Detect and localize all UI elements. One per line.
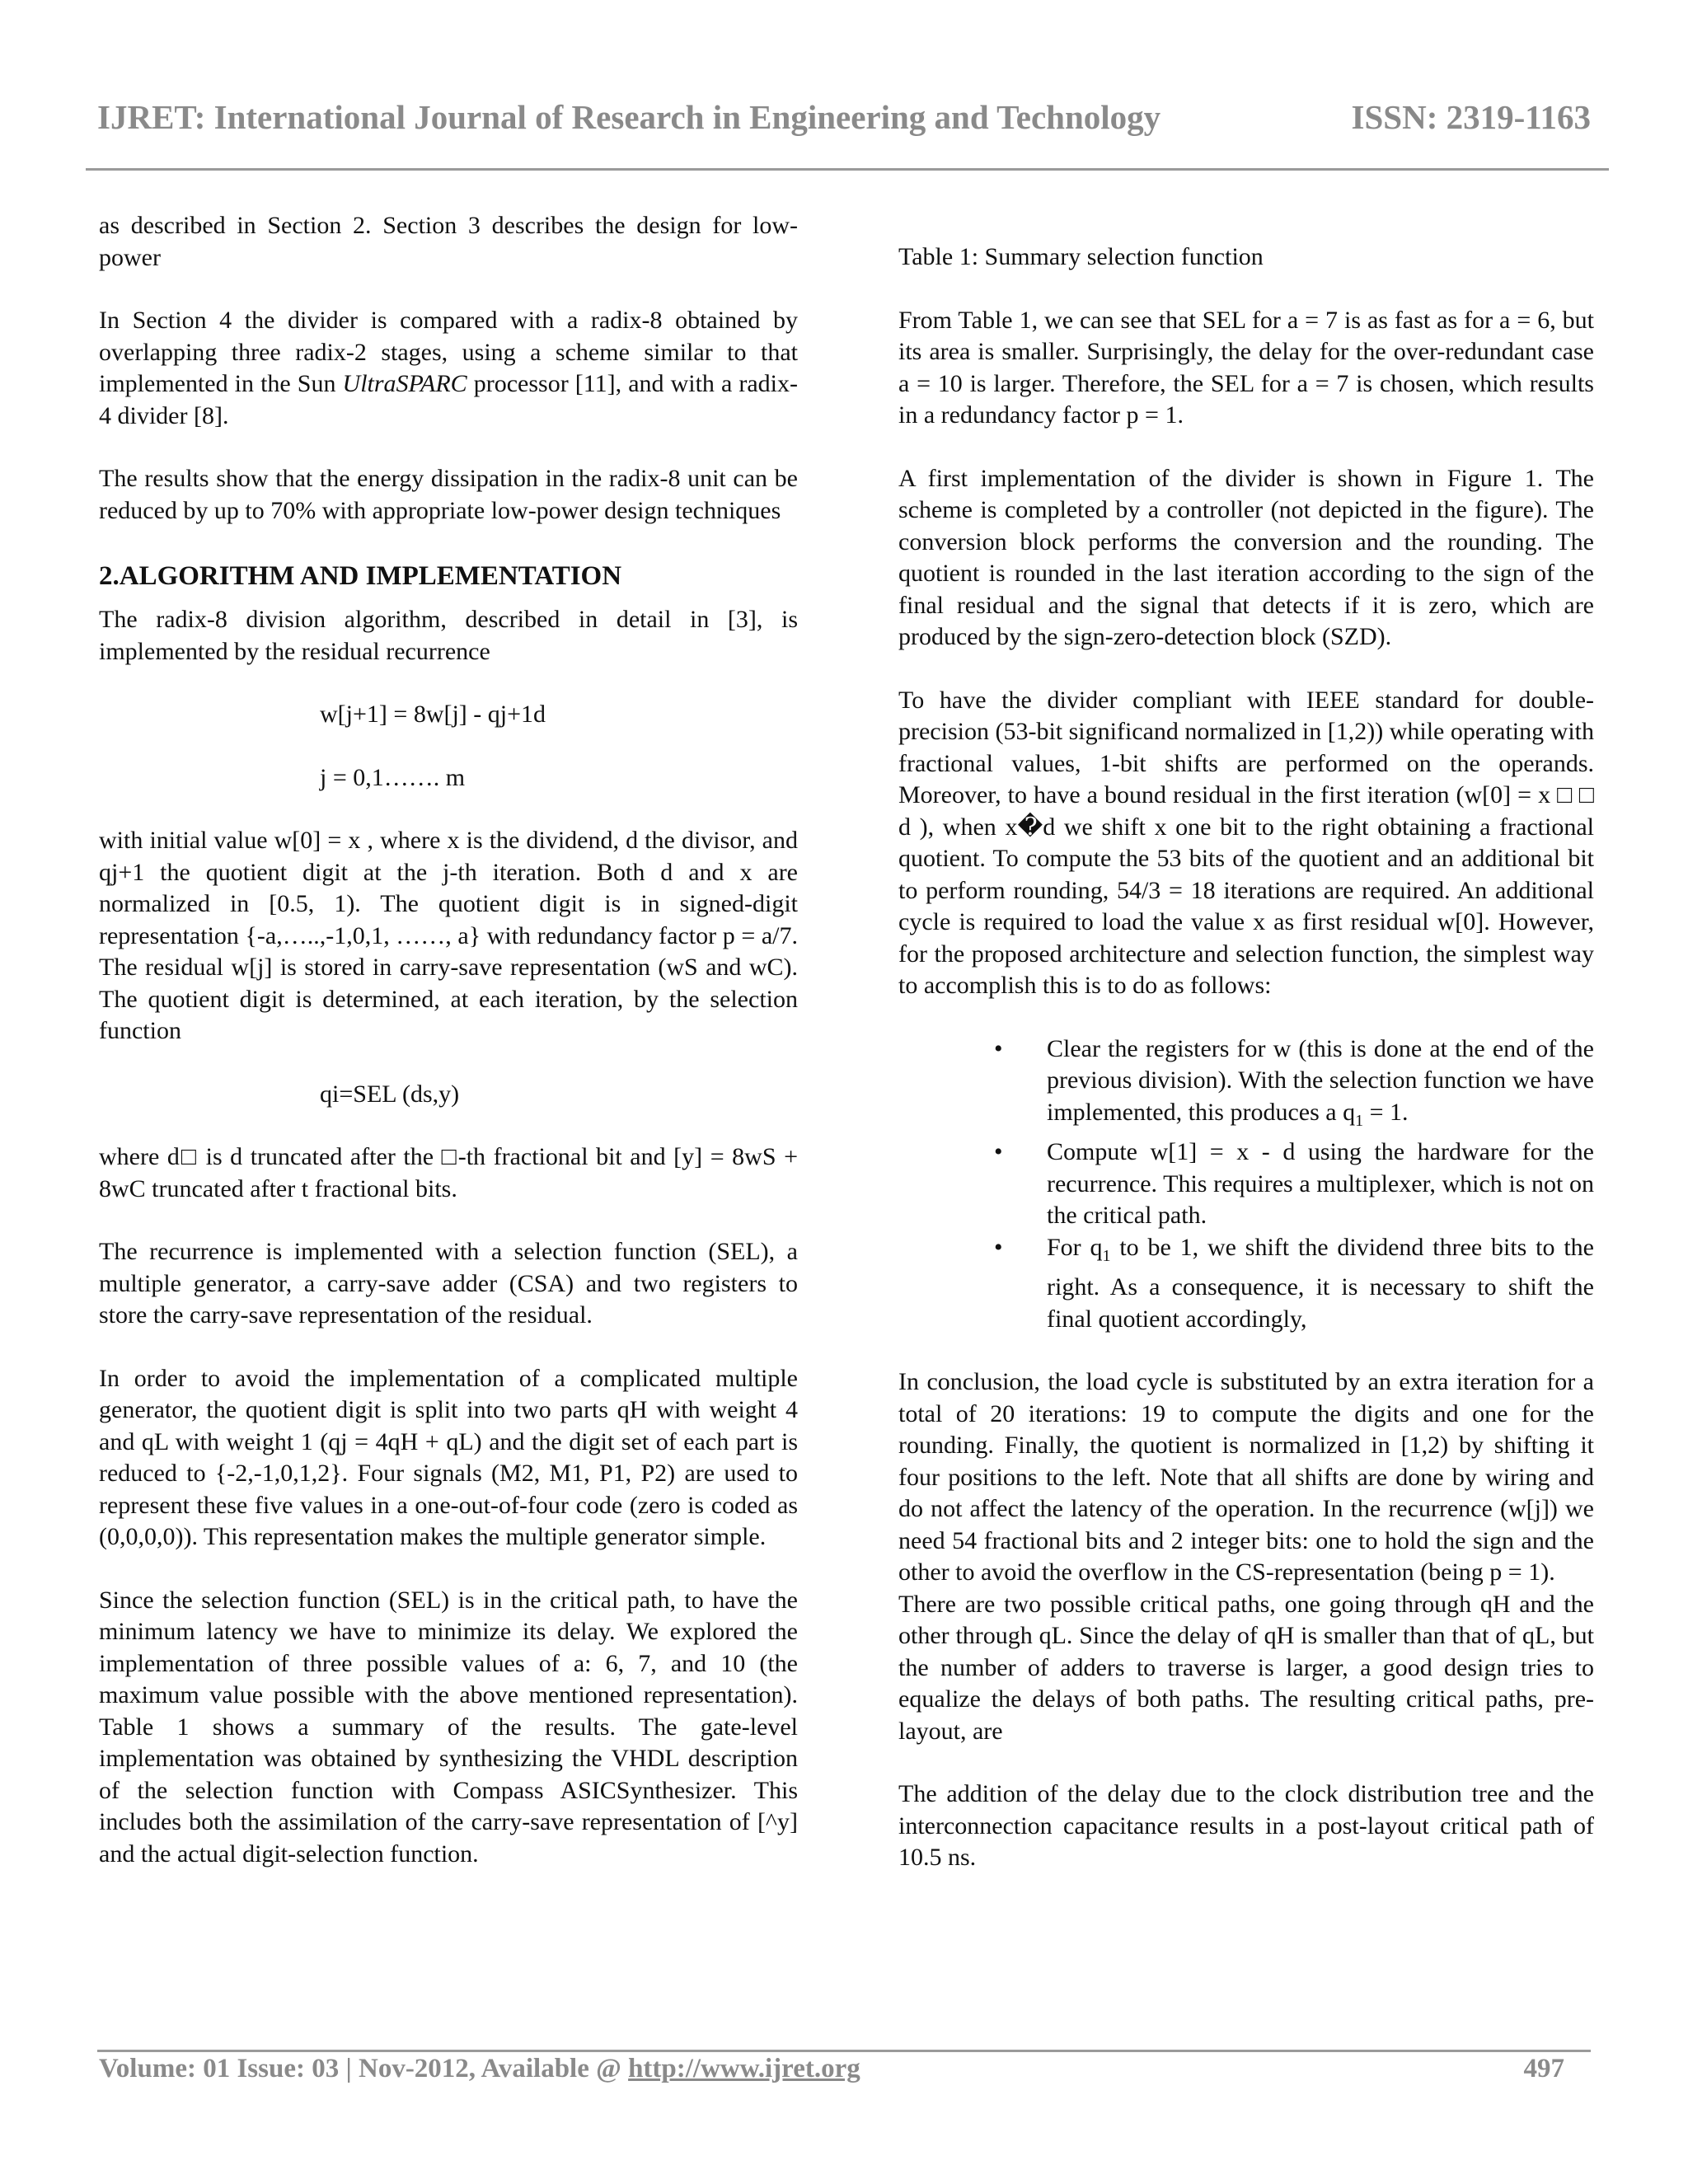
list-item: • Compute w[1] = x - d using the hardware for the recurrence. This requires a multiplexer, which is not on the critical path. [1047,1137,1594,1232]
paragraph: There are two possible critical paths, one going through qH and the other through qL. Since the delay of qH is smaller than that of qL, but the number of adders to traverse is larger, a good design tries to equalize the delays of both paths. The resulting critical paths, pre-layout, are [898,1590,1594,1745]
list-item: • Clear the registers for w (this is done at the end of the previous division). With the selection function we have implemented, this produces a $q_1 = 1$. [1047,1033,1594,1137]
header-rule [86,168,1609,171]
volume-info: Volume: 01 Issue: 03 | Nov-2012, Available @ http://www.ijret.org [99,2054,860,2083]
page-number: 497 [1523,2054,1564,2083]
paragraph: In order to avoid the implementation of a complicated multiple generator, the quotient digit is split into two parts qH with weight 4 and qL with weight 1 (qj = 4qH + qL) and the digit set of each part is reduced to {-2,-1,0,1,2}. Four signals (M2, M1, P1, P2) are used to represent these five values in a one-out-of-four code (zero is coded as (0,0,0,0)). This representation makes the multiple generator simple. [99,1364,798,1550]
paragraph: where d□ is d truncated after the □-th fractional bit and [y] = 8wS + 8wC truncated after t fractional bits. [99,1143,798,1202]
paragraph: Since the selection function (SEL) is in the critical path, to have the minimum latency we have to minimize its delay. We explored the implementation of three possible values of a: 6, 7, and 10 (the maximum value possible with the above mentioned representation). Table 1 shows a summary of the results. The gate-level implementation was obtained by synthesizing the VHDL description of the selection function with Compass ASICSynthesizer. This includes both the assimilation of the carry-save representation of [^y] and the actual digit-selection function. [99,1586,798,1868]
list-item: • For $q_1$ to be 1, we shift the dividend three bits to the right. As a consequence, it is necessary to shift the final quotient accordingly, [1047,1232,1594,1336]
journal-title: IJRET: International Journal of Research in Engineering and Technology [97,98,1161,136]
paragraph: In Section 4 the divider is compared with a radix-8 obtained by overlapping three radix-2 stages, using a scheme similar to that implemented in the Sun UltraSPARC processor [11], and with a radix-4 divider [8]. [99,307,798,429]
issn: ISSN: 2319-1163 [1351,98,1591,136]
bullet-list [898,1033,1594,1336]
paragraph: The results show that the energy dissipation in the radix-8 unit can be reduced by up to 70% with appropriate low-power design techniques [99,465,798,524]
paragraph: The recurrence is implemented with a selection function (SEL), a multiple generator, a carry-save adder (CSA) and two registers to store the carry-save representation of the residual. [99,1238,798,1329]
paragraph: The addition of the delay due to the clock distribution tree and the interconnection capacitance results in a post-layout critical path of 10.5 ns. [898,1780,1594,1871]
page-header [0,97,1688,147]
journal-link[interactable]: http://www.ijret.org [628,2054,860,2083]
table-caption: Table 1: Summary selection function [898,243,1264,270]
equation: j = 0,1……. m [320,763,466,791]
paragraph: with initial value w[0] = x , where x is the dividend, d the divisor, and qj+1 the quotient digit at the j-th iteration. Both d and x are normalized in [0.5, 1). The quotient digit is in signed-digit representation {-a,…..,-1,0,1, ……, a} with redundancy factor p = a/7. The residual w[j] is stored in carry-save representation (wS and wC). The quotient digit is determined, at each iteration, by the selection function [99,827,798,1044]
footer-rule [97,2050,1591,2052]
paragraph: In conclusion, the load cycle is substituted by an extra iteration for a total of 20 iterations: 19 to compute the digits and one for the rounding. Finally, the quotient is normalized in [1,2) by shifting it four positions to the left. Note that all shifts are done by wiring and do not affect the latency of the operation. In the recurrence (w[j]) we need 54 fractional bits and 2 integer bits: one to hold the sign and the other to avoid the overflow in the CS-representation (being p = 1). [898,1368,1594,1586]
paragraph: To have the divider compliant with IEEE standard for double-precision (53-bit significand normalized in [1,2)) while operating with fractional values, 1-bit shifts are performed on the operands. Moreover, to have a bound residual in the first iteration (w[0] = x □ □ d ), when x�d we shift x one bit to the right obtaining a fractional quotient. To compute the 53 bits of the quotient and an additional bit to perform rounding, 54/3 = 18 iterations are required. An additional cycle is required to load the value x as first residual w[0]. However, for the proposed architecture and selection function, the simplest way to accomplish this is to do as follows: [898,686,1594,999]
right-column [898,210,1594,1905]
left-column [99,210,798,1901]
paragraph: From Table 1, we can see that SEL for a = 7 is as fast as for a = 6, but its area is smaller. Surprisingly, the delay for the over-redundant case a = 10 is larger. Therefore, the SEL for a = 7 is chosen, which results in a redundancy factor p = 1. [898,306,1594,429]
equation: w[j+1] = 8w[j] - qj+1d [320,701,546,728]
equation: qi=SEL (ds,y) [320,1080,460,1108]
page-footer [0,2054,1688,2095]
section-heading: 2.ALGORITHM AND IMPLEMENTATION [99,561,622,591]
paragraph: A first implementation of the divider is shown in Figure 1. The scheme is completed by a controller (not depicted in the figure). The conversion block performs the conversion and the rounding. The quotient is rounded in the last iteration according to the sign of the final residual and the signal that detects if it is zero, which are produced by the sign-zero-detection block (SZD). [898,464,1594,650]
paragraph: The radix-8 division algorithm, described in detail in [3], is implemented by the residual recurrence [99,606,798,665]
paragraph: as described in Section 2. Section 3 describes the design for low-power [99,212,798,271]
